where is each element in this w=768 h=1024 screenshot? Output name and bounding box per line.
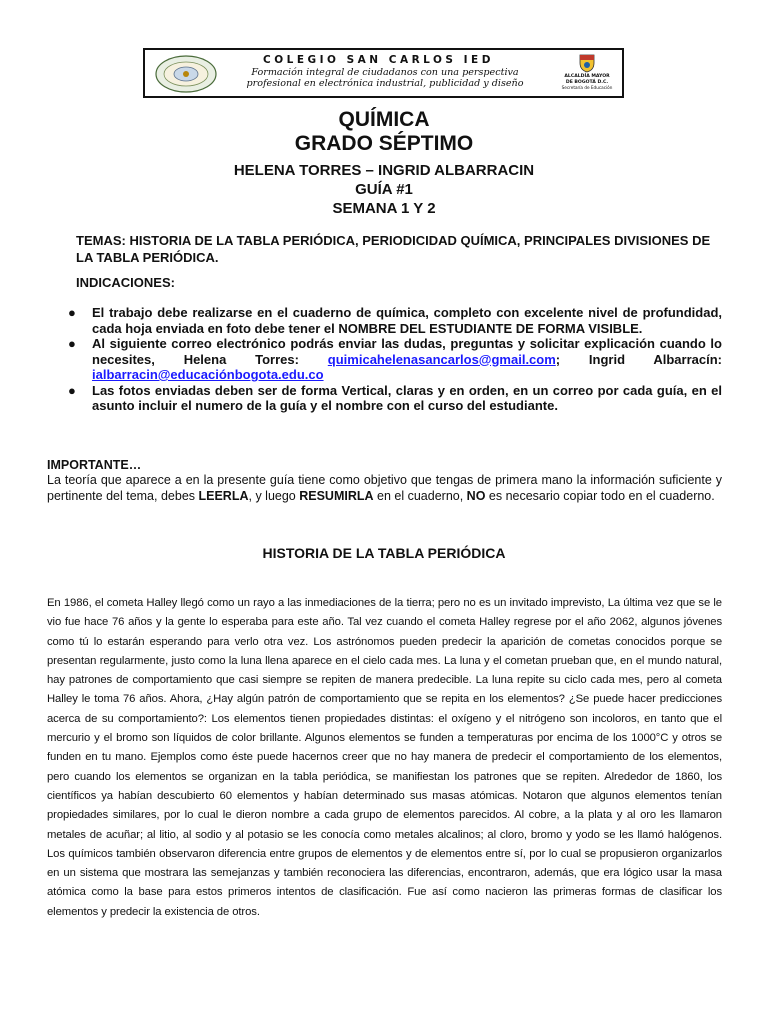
bullet-text: Las fotos enviadas deben ser de forma Vertical, claras y en orden, en un correo por cada guía, en el asunto incluir el numero de la guía y el nombre con el curso del estudiante. bbox=[92, 382, 722, 413]
secretaria-label: Secretaría de Educación bbox=[561, 85, 613, 90]
list-item bbox=[64, 383, 722, 414]
importante-heading: IMPORTANTE… bbox=[47, 458, 142, 472]
bullet-icon: ● bbox=[68, 305, 76, 320]
importante-bold: LEERLA bbox=[198, 489, 249, 503]
bullet-text: ; Ingrid Albarracín: bbox=[555, 351, 723, 367]
motto-line-1: Formación integral de ciudadanos con una perspectiva bbox=[251, 67, 519, 78]
email-link-ingrid[interactable]: ialbarracin@educaciónbogota.edu.co bbox=[92, 367, 324, 382]
importante-text: es necesario copiar todo en el cuaderno. bbox=[485, 489, 715, 503]
historia-heading: HISTORIA DE LA TABLA PERIÓDICA bbox=[262, 545, 506, 561]
historia-body: En 1986, el cometa Halley llegó como un rayo a las inmediaciones de la tierra; pero no es un invitado imprevisto, La última vez que se le vio fue hace 76 años y la gente lo esperaba para este año. Tal vez cuando el cometa Halley regrese por el año 2062, algunos jóvenes como tú lo estarán esperando para verlo otra vez. Los astrónomos pueden predecir la aparición de cometas conocidos porque se presentan regularmente, justo como la luna llena aparece en el cielo cada mes. La luna y el cometan prueban que, en el mundo natural, hay patrones de comportamiento que casi siempre se repiten de manera predecible. La luna repite su ciclo cada mes, pero al cometa Halley le toma 76 años. Ahora, ¿Hay algún patrón de comportamiento que se repita en los elementos? ¿Se puede hacer predicciones acerca de su comportamiento?: Los elementos tienen propiedades distintas: el oxígeno y el nitrógeno son incoloros, en tanto que el mercurio y el bromo son líquidos de color brillante. Algunos elementos se funden a temperaturas por encima de los 1000°C y otros se funden en tu mano. Ejemplos como éste puede hacernos creer que no hay manera de predecir el comportamiento de los elementos, pero cuando los elementos se organizan en la tabla periódica, se manifiestan los patrones que se repiten. Alrededor de 1860, los científicos ya habían descubierto 60 elementos y habían determinado sus masas atómicas. Notaron que algunos elementos tenían propiedades similares, por lo cual le dieron nombre a cada grupo de elementos parecidos. Al cobre, a la plata y al oro les llamaron metales de acuñar; al litio, al sodio y al potasio se les conocía como metales alcalinos; al cloro, bromo y yodo se les llamó halógenos. Los químicos también observaron diferencia entre grupos de elementos y de elementos entre sí, por lo cual se propusieron organizarlos en un sistema que mostrara las semejanzas y también reconociera las diferencias, encontraron, además, que era lógico usar la masa atómica como la base para estos primeros intentos de clasificación. Fue así como nacieron las primeras formas de clasificar los elementos y predecir la existencia de otros. bbox=[47, 597, 722, 918]
email-link-helena[interactable]: quimicahelenasancarlos@gmail.com bbox=[327, 351, 556, 367]
bullet-text: Al siguiente correo electrónico podrás enviar las dudas, preguntas y solicitar explicación cuando lo necesites, Helena Torres: bbox=[92, 336, 722, 367]
importante-bold: NO bbox=[466, 489, 486, 503]
list-item bbox=[64, 305, 722, 336]
teachers-line: HELENA TORRES – INGRID ALBARRACIN bbox=[233, 162, 535, 179]
bullet-icon: ● bbox=[68, 336, 76, 351]
school-motto bbox=[235, 67, 535, 89]
alcaldia-line-1: ALCALDÍA MAYOR bbox=[564, 74, 610, 79]
school-header bbox=[143, 48, 624, 98]
importante-paragraph bbox=[47, 472, 722, 504]
bullet-icon: ● bbox=[68, 382, 76, 398]
importante-text: , y luego bbox=[248, 489, 300, 503]
importante-text: La teoría que aparece a en la presente guía tiene como objetivo que tengas de primera mano la información suficiente y pertinente del tema, debes bbox=[47, 473, 722, 503]
grade-title: GRADO SÉPTIMO bbox=[294, 132, 474, 155]
alcaldia-line-2: DE BOGOTÁ D.C. bbox=[565, 80, 609, 85]
school-logo-icon bbox=[154, 54, 218, 94]
school-name: COLEGIO SAN CARLOS IED bbox=[263, 54, 494, 66]
indicaciones-list bbox=[64, 305, 722, 414]
guide-number: GUÍA #1 bbox=[355, 181, 413, 198]
temas-paragraph: TEMAS: HISTORIA DE LA TABLA PERIÓDICA, PERIODICIDAD QUÍMICA, PRINCIPALES DIVISIONES DE LA TABLA PERIÓDICA. bbox=[76, 233, 711, 265]
subject-title: QUÍMICA bbox=[338, 108, 430, 131]
indicaciones-heading: INDICACIONES: bbox=[76, 275, 175, 290]
week-line: SEMANA 1 Y 2 bbox=[332, 200, 436, 217]
bogota-shield-icon bbox=[577, 53, 597, 73]
importante-bold: RESUMIRLA bbox=[299, 489, 374, 503]
importante-text: en el cuaderno, bbox=[373, 489, 467, 503]
bogota-logo bbox=[558, 53, 616, 95]
motto-line-2: profesional en electrónica industrial, publicidad y diseño bbox=[246, 78, 524, 89]
bullet-text: El trabajo debe realizarse en el cuaderno de química, completo con excelente nivel de profundidad, cada hoja enviada en foto debe tener el NOMBRE DEL ESTUDIANTE DE FORMA VISIBLE. bbox=[92, 305, 722, 336]
list-item bbox=[64, 336, 722, 383]
